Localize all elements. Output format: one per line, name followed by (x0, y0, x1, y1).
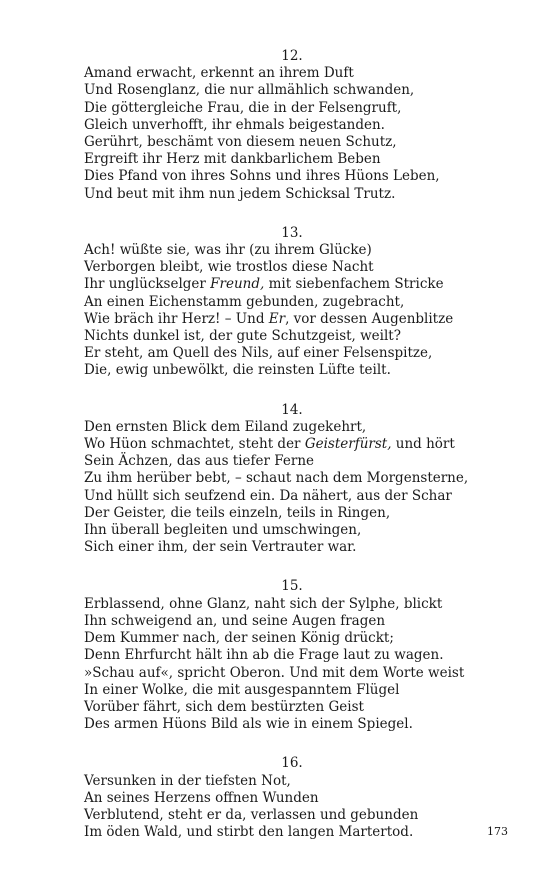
verse-line: Ihn überall begleiten und umschwingen, (84, 522, 362, 539)
verse-line: Sein Ächzen, das aus tiefer Ferne (84, 453, 315, 470)
verse-line: Gleich unverhofft, ihr ehmals beigestanden. (84, 116, 385, 133)
verse-line: Im öden Wald, und stirbt den langen Martertod. (84, 824, 414, 841)
stanza (84, 48, 484, 203)
verse-line: Dem Kummer nach, der seinen König drückt; (84, 630, 394, 647)
verse-line: Die, ewig unbewölkt, die reinsten Lüfte teilt. (84, 362, 391, 379)
stanza-number: 12. (281, 48, 303, 64)
stanza-number: 15. (281, 578, 303, 595)
verse-line: Versunken in der tiefsten Not, (84, 772, 291, 789)
verse-line: Und beut mit ihm nun jedem Schicksal Trutz. (84, 185, 396, 202)
verse-line: Gerührt, beschämt von diesem neuen Schutz, (84, 134, 397, 151)
stanza (84, 225, 484, 380)
stanza (84, 402, 484, 557)
verse-line: An einen Eichenstamm gebunden, zugebracht, (84, 293, 405, 310)
verse-line: Und hüllt sich seufzend ein. Da nähert, aus der Schar (84, 487, 452, 504)
verse-line: Verborgen bleibt, wie trostlos diese Nacht (84, 259, 374, 276)
verse-line: Amand erwacht, erkennt an ihrem Duft (84, 65, 354, 82)
verse-line: Ergreift ihr Herz mit dankbarlichem Beben (84, 151, 381, 168)
verse-line: Den ernsten Blick dem Eiland zugekehrt, (84, 418, 367, 435)
page-number: 173 (487, 825, 508, 838)
verse-line: Zu ihm herüber bebt, – schaut nach dem Morgensterne, (84, 470, 469, 487)
verse-line: Verblutend, steht er da, verlassen und gebunden (84, 806, 419, 823)
verse-line: Nichts dunkel ist, der gute Schutzgeist, weilt? (84, 328, 401, 345)
verse-line: Er steht, am Quell des Nils, auf einer Felsenspitze, (84, 345, 433, 362)
stanza-number: 16. (281, 755, 303, 772)
verse-line: Erblassend, ohne Glanz, naht sich der Sylphe, blickt (84, 595, 443, 612)
stanza (84, 755, 484, 841)
verse-line: Denn Ehrfurcht hält ihn ab die Frage laut zu wagen. (84, 647, 444, 664)
verse-line: Dies Pfand von ihres Sohns und ihres Hüons Leben, (84, 168, 440, 185)
verse-line: Und Rosenglanz, die nur allmählich schwanden, (84, 82, 415, 99)
stanza-number: 14. (281, 401, 303, 418)
verse-line: Wie bräch ihr Herz! – Und Er, vor dessen Augenblitze (84, 310, 454, 327)
stanza-number: 13. (281, 224, 303, 241)
stanza (84, 578, 484, 733)
verse-line: Ihn schweigend an, und seine Augen fragen (84, 612, 386, 629)
verse-line: In einer Wolke, die mit ausgespanntem Flügel (84, 681, 400, 698)
verse-line: Die göttergleiche Frau, die in der Felsengruft, (84, 99, 402, 116)
verse-line: Sich einer ihm, der sein Vertrauter war. (84, 539, 357, 556)
verse-line: Der Geister, die teils einzeln, teils in Ringen, (84, 504, 391, 521)
poem-page (84, 48, 484, 863)
verse-line: Vorüber fährt, sich dem bestürzten Geist (84, 698, 364, 715)
verse-line: Des armen Hüons Bild als wie in einem Spiegel. (84, 716, 413, 733)
verse-line: Ihr unglückselger Freund, mit siebenfachem Stricke (84, 276, 444, 293)
verse-line: An seines Herzens offnen Wunden (84, 789, 319, 806)
verse-line: Ach! wüßte sie, was ihr (zu ihrem Glücke) (84, 242, 372, 259)
verse-line: Wo Hüon schmachtet, steht der Geisterfürst, und hört (84, 436, 455, 453)
verse-line: »Schau auf«, spricht Oberon. Und mit dem Worte weist (84, 664, 465, 681)
